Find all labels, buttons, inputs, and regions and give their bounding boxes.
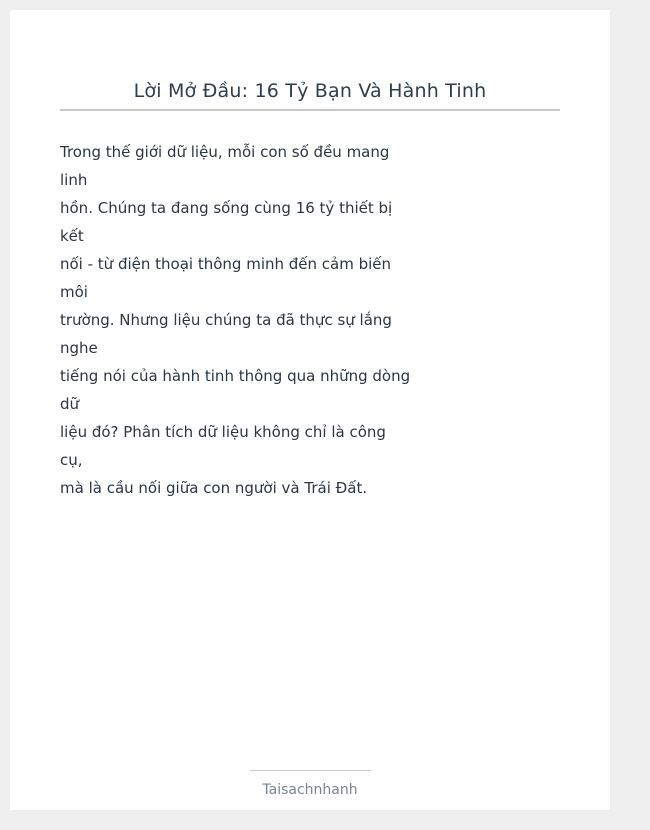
title-divider [60,109,560,111]
body-line: môi [60,283,88,301]
footer-text: Taisachnhanh [262,782,358,798]
body-line: hồn. Chúng ta đang sống cùng 16 tỷ thiết bị [60,199,393,217]
document-page [10,10,610,810]
footer-divider [250,770,371,771]
body-line: dữ [60,395,80,413]
body-line: Trong thế giới dữ liệu, mỗi con số đều mang [60,143,390,161]
body-line: nối - từ điện thoại thông minh đến cảm biến [60,255,392,273]
body-line: cụ, [60,451,83,469]
body-line: linh [60,171,88,189]
page-title: Lời Mở Đầu: 16 Tỷ Bạn Và Hành Tinh [133,80,487,102]
body-line: tiếng nói của hành tinh thông qua những dòng [60,367,411,385]
body-line: trường. Nhưng liệu chúng ta đã thực sự lắng [60,311,392,329]
body-line: kết [60,227,84,245]
body-line: mà là cầu nối giữa con người và Trái Đất. [60,479,368,497]
body-line: liệu đó? Phân tích dữ liệu không chỉ là công [60,423,386,441]
body-paragraph [60,138,420,502]
body-line: nghe [60,339,98,357]
